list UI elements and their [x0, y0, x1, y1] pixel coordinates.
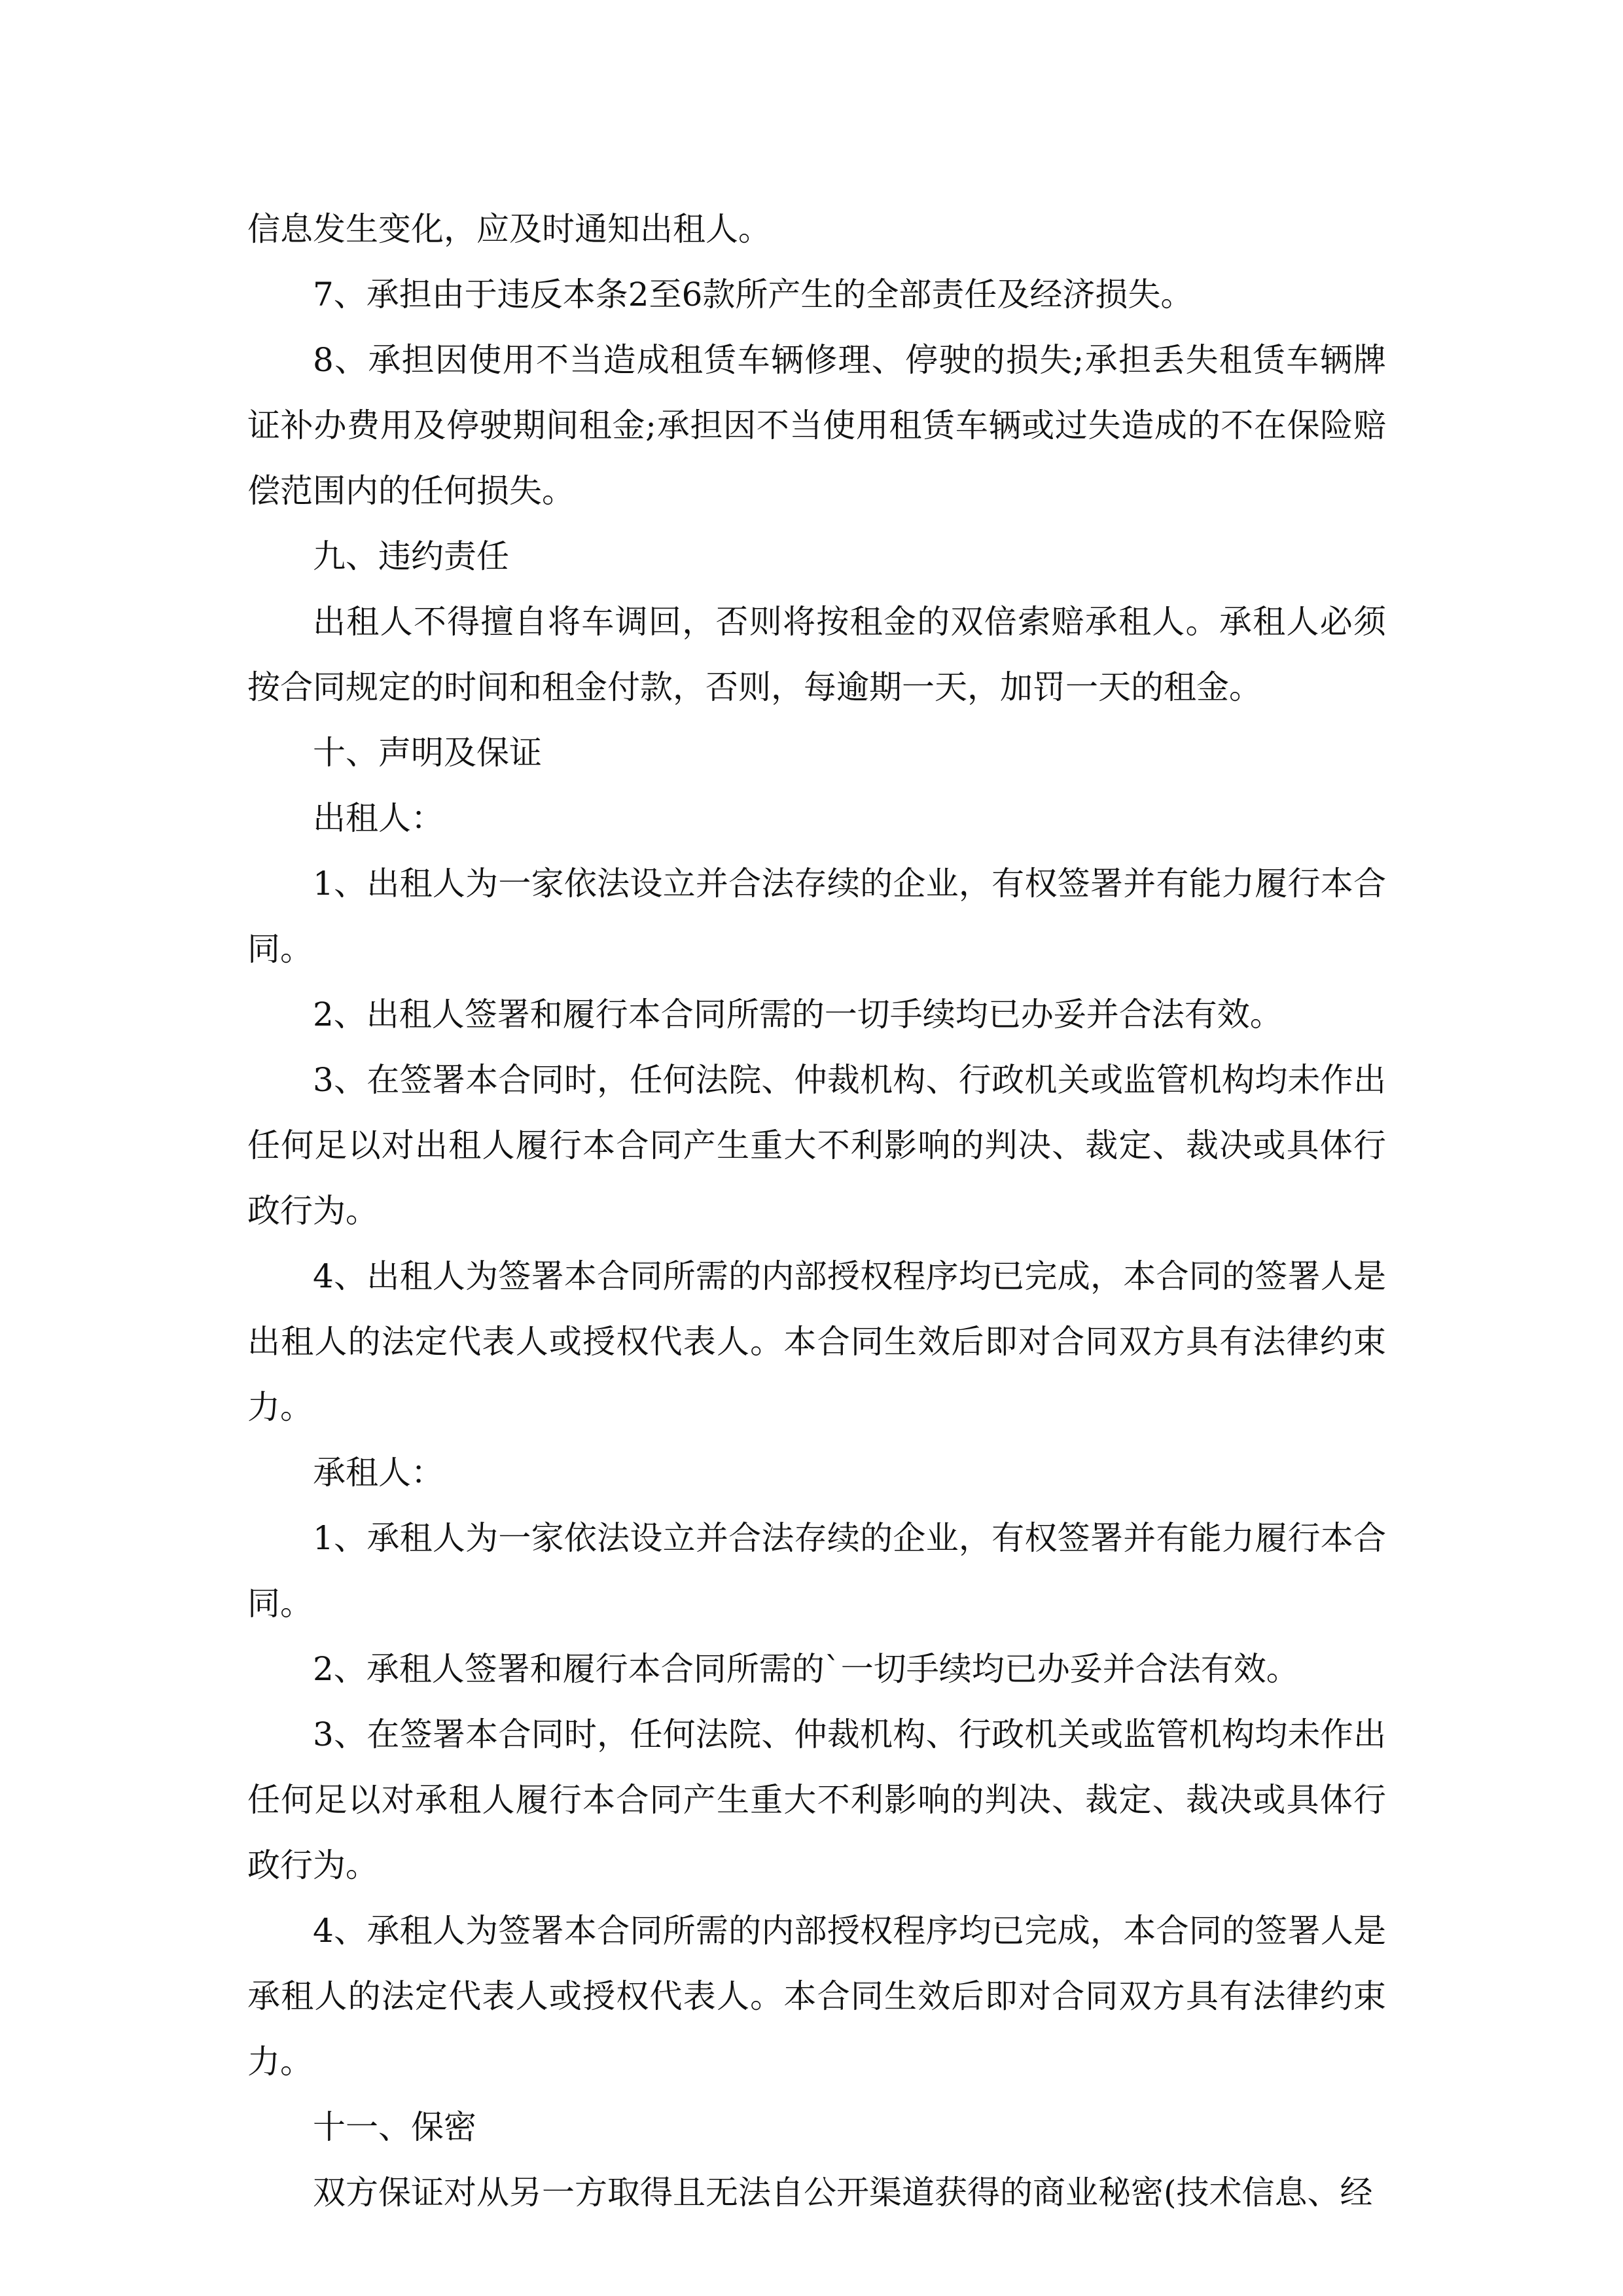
paragraph: 3、在签署本合同时，任何法院、仲裁机构、行政机关或监管机构均未作出任何足以对出租人履行本合同产生重大不利影响的判决、裁定、裁决或具体行政行为。	[247, 1061, 1386, 1230]
paragraph: 1、承租人为一家依法设立并合法存续的企业，有权签署并有能力履行本合同。	[247, 1519, 1386, 1623]
document-body	[247, 196, 1386, 2225]
paragraph: 7、承担由于违反本条2至6款所产生的全部责任及经济损失。	[313, 276, 1194, 314]
paragraph: 出租人不得擅自将车调回，否则将按租金的双倍索赔承租人。承租人必须按合同规定的时间和租金付款，否则，每逾期一天，加罚一天的租金。	[247, 603, 1386, 706]
paragraph: 3、在签署本合同时，任何法院、仲裁机构、行政机关或监管机构均未作出任何足以对承租人履行本合同产生重大不利影响的判决、裁定、裁决或具体行政行为。	[247, 1715, 1386, 1884]
section-heading: 十、声明及保证	[313, 734, 542, 772]
paragraph: 4、出租人为签署本合同所需的内部授权程序均已完成，本合同的签署人是出租人的法定代表人或授权代表人。本合同生效后即对合同双方具有法律约束力。	[247, 1257, 1386, 1426]
paragraph: 4、承租人为签署本合同所需的内部授权程序均已完成，本合同的签署人是承租人的法定代表人或授权代表人。本合同生效后即对合同双方具有法律约束力。	[247, 1912, 1386, 2081]
paragraph: 2、承租人签署和履行本合同所需的`一切手续均已办妥并合法有效。	[313, 1650, 1299, 1688]
paragraph: 双方保证对从另一方取得且无法自公开渠道获得的商业秘密(技术信息、经	[313, 2174, 1373, 2212]
party-label: 承租人：	[313, 1454, 444, 1492]
paragraph: 1、出租人为一家依法设立并合法存续的企业，有权签署并有能力履行本合同。	[247, 865, 1386, 968]
paragraph: 8、承担因使用不当造成租赁车辆修理、停驶的损失;承担丢失租赁车辆牌证补办费用及停驶期间租金;承担因不当使用租赁车辆或过失造成的不在保险赔偿范围内的任何损失。	[247, 341, 1386, 510]
section-heading: 九、违约责任	[313, 537, 509, 575]
paragraph: 2、出租人签署和履行本合同所需的一切手续均已办妥并合法有效。	[313, 996, 1283, 1033]
paragraph: 信息发生变化，应及时通知出租人。	[247, 210, 771, 248]
party-label: 出租人：	[313, 799, 444, 837]
section-heading: 十一、保密	[313, 2108, 476, 2146]
